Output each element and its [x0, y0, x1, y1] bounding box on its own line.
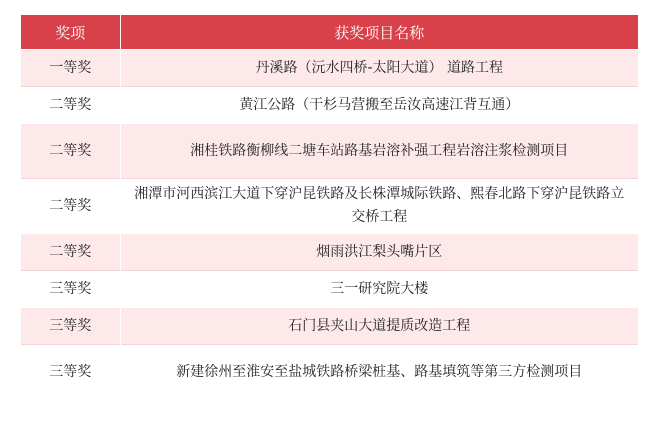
project-cell: 三一研究院大楼: [120, 271, 638, 308]
project-cell: 石门县夹山大道提质改造工程: [120, 308, 638, 345]
table-row: [21, 234, 638, 271]
table-row: [21, 87, 638, 124]
award-cell: 三等奖: [21, 345, 120, 400]
table-row: [21, 308, 638, 345]
project-cell: 新建徐州至淮安至盐城铁路桥梁桩基、路基填筑等第三方检测项目: [120, 345, 638, 400]
table-row: [21, 271, 638, 308]
project-cell: 烟雨洪江梨头嘴片区: [120, 234, 638, 271]
project-cell: 黄江公路（干杉马营搬至岳汝高速江背互通）: [120, 87, 638, 124]
award-cell: 一等奖: [21, 50, 120, 87]
award-cell: 三等奖: [21, 271, 120, 308]
table-header-row: [21, 15, 638, 50]
awards-table: [21, 15, 638, 399]
award-cell: 二等奖: [21, 124, 120, 179]
award-cell: 三等奖: [21, 308, 120, 345]
project-cell: 丹溪路（沅水四桥-太阳大道） 道路工程: [120, 50, 638, 87]
table-row: [21, 124, 638, 179]
header-award: 奖项: [21, 15, 120, 50]
project-cell: 湘潭市河西滨江大道下穿沪昆铁路及长株潭城际铁路、熙春北路下穿沪昆铁路立交桥工程: [120, 179, 638, 234]
award-cell: 二等奖: [21, 234, 120, 271]
award-cell: 二等奖: [21, 87, 120, 124]
award-cell: 二等奖: [21, 179, 120, 234]
table-row: [21, 179, 638, 234]
table-row: [21, 345, 638, 400]
header-project-name: 获奖项目名称: [120, 15, 638, 50]
project-cell: 湘桂铁路衡柳线二塘车站路基岩溶补强工程岩溶注浆检测项目: [120, 124, 638, 179]
table-row: [21, 50, 638, 87]
